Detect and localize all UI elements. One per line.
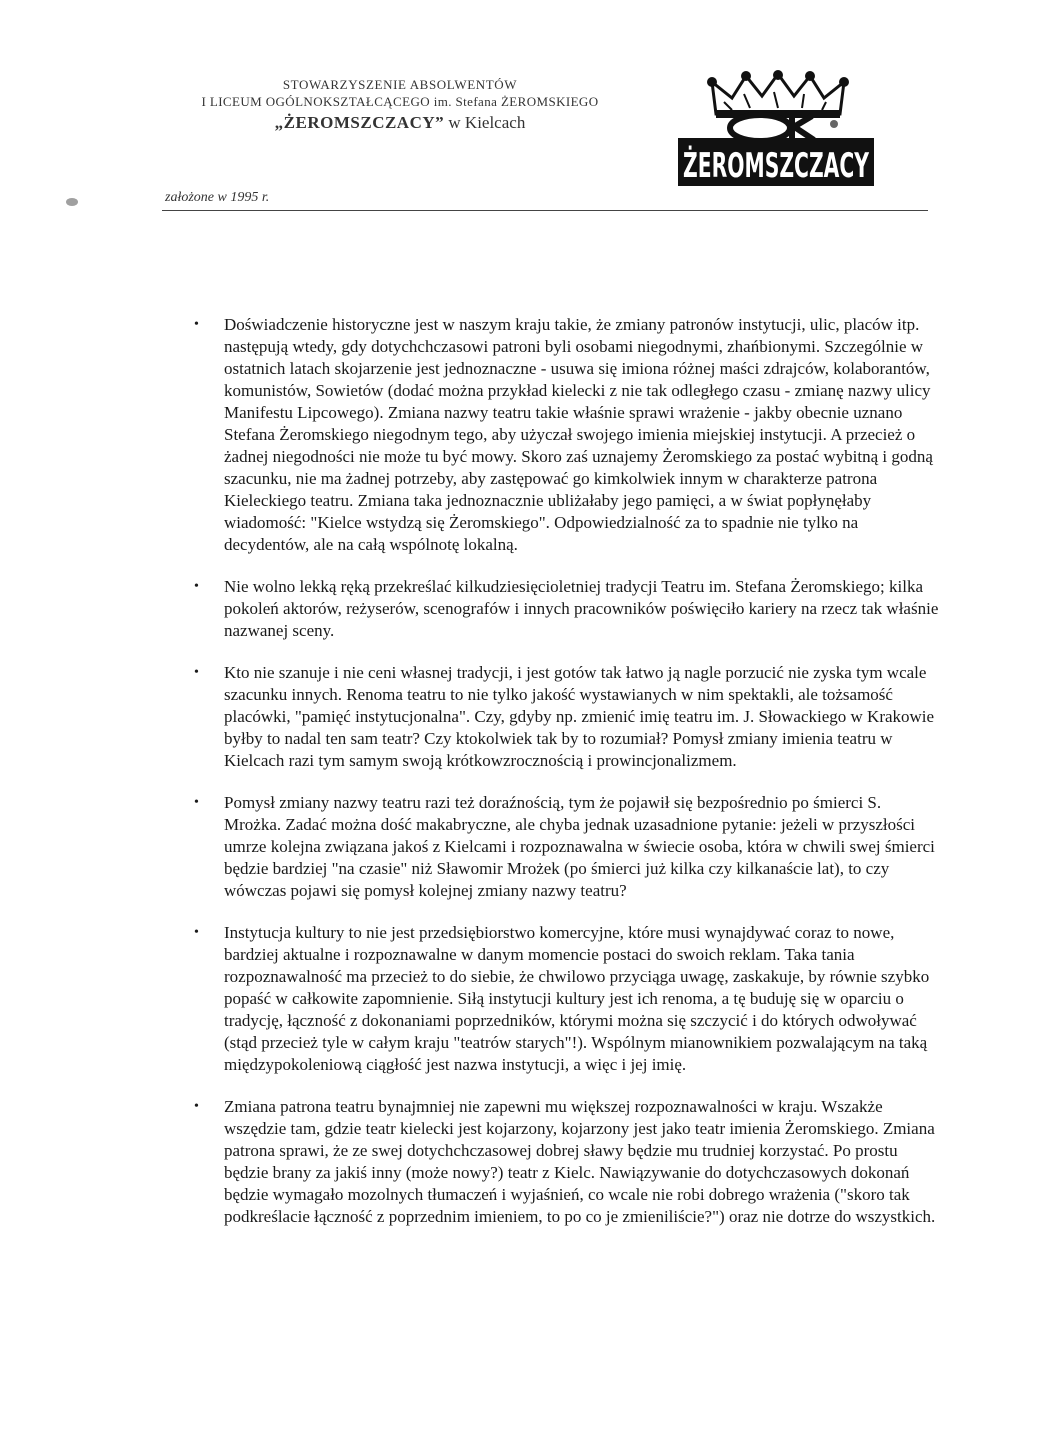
scan-smudge xyxy=(66,198,78,206)
school-name: I LICEUM OGÓLNOKSZTAŁCĄCEGO im. Stefana ŻEROMSKIEGO xyxy=(201,94,599,109)
paragraph-text: Pomysł zmiany nazwy teatru razi też doraźnością, tym że pojawił się bezpośrednio po śmierci S. Mrożka. Zadać można dość makabryczne, ale chyba jednak uzasadnione pytanie: jeżeli w przyszłości umrze kolejna związana jakoś z Kielcami i rozpoznawalna w świecie osoba, która w chwili swej śmierci będzie bardziej "na czasie" niż Sławomir Mrożek (po śmierci już kilka czy kilkanaście lat), to czy wówczas pojawi się pomysł kolejnej zmiany nazwy teatru? xyxy=(224,793,935,900)
paragraph-text: Nie wolno lekką ręką przekreślać kilkudziesięcioletniej tradycji Teatru im. Stefana Żeromskiego; kilka pokoleń aktorów, reżyserów, scenografów i innych pracowników poświęciło kariery na rzecz tak właśnie nazwanej sceny. xyxy=(224,577,939,640)
bullet-icon: • xyxy=(194,1099,199,1114)
logo-text: ŻEROMSZCZACY xyxy=(683,146,995,186)
header-divider xyxy=(162,210,928,211)
bullet-icon: • xyxy=(194,925,199,940)
org-title-line xyxy=(140,112,660,134)
zeromszczacy-logo xyxy=(674,72,995,190)
association-name: STOWARZYSZENIE ABSOLWENTÓW xyxy=(282,77,518,92)
letterhead xyxy=(140,76,660,134)
bullet-icon: • xyxy=(194,317,199,332)
org-location: w Kielcach xyxy=(444,113,526,132)
list-item xyxy=(190,1096,940,1228)
list-item xyxy=(190,792,940,902)
list-item xyxy=(190,576,940,642)
list-item xyxy=(190,314,940,556)
bullet-list xyxy=(190,314,940,1248)
crown-icon xyxy=(707,70,849,118)
list-item xyxy=(190,662,940,772)
monogram-icon xyxy=(730,115,838,141)
paragraph-text: Kto nie szanuje i nie ceni własnej tradycji, i jest gotów tak łatwo ją nagle porzucić nie zyska tym wcale szacunku innych. Renoma teatru to nie tylko jakość wystawianych w nim spektakli, ale tożsamość placówki, "pamięć instytucjonalna". Czy, gdyby np. zmienić imię teatru im. J. Słowackiego w Krakowie byłby to nadal ten sam teatr? Czy ktokolwiek tak by to rozumiał? Pomysł zmiany imienia teatru w Kielcach razi tym samym swoją krótkowzrocznością i prowincjonalizmem. xyxy=(224,663,935,770)
founded-note: założone w 1995 r. xyxy=(165,190,270,205)
bullet-icon: • xyxy=(194,579,199,594)
bullet-icon: • xyxy=(194,795,199,810)
paragraph-text: Doświadczenie historyczne jest w naszym kraju takie, że zmiany patronów instytucji, ulic, placów itp. następują wtedy, gdy dotychchczasowi patroni byli osobami niegodnymi, zhańbionymi. Szczególnie w ostatnich latach skojarzenie jest jednoznaczne - usuwa się imiona różnej maści zdrajców, kolaborantów, komunistów, Sowietów (dodać można przykład kielecki z nie tak odległego czasu - zmianę nazwy ulicy Manifestu Lipcowego). Zmiana nazwy teatru takie właśnie sprawi wrażenie - jakby obecnie uznano Stefana Żeromskiego niegodnym tego, aby użyczał swojego imienia miejskiej instytucji. A przecież o żadnej niegodności nie może tu być mowy. Skoro zaś uznajemy Żeromskiego za postać wybitną i godną szacunku, nie ma żadnej potrzeby, aby zastępować go kimkolwiek innym w charakterze patrona Kieleckiego teatru. Zmiana taka jednoznacznie ubliżałaby jego pamięci, a w świat popłynęłaby wiadomość: "Kielce wstydzą się Żeromskiego". Odpowiedzialność za to spadnie nie tylko na decydentów, ale na całą wspólnotę lokalną. xyxy=(224,315,933,554)
paragraph-text: Instytucja kultury to nie jest przedsiębiorstwo komercyjne, które musi wynajdywać coraz to nowe, bardziej aktualne i rozpoznawalne w danym momencie postaci do swoich reklam. Taka tania rozpoznawalność ma przecież to do siebie, że chwilowo przyciąga uwagę, zaskakuje, by równie szybko popaść w całkowite zapomnienie. Siłą instytucji kultury jest ich renoma, a tę buduję się w oparciu o tradycję, łączność z dokonaniami poprzedników, którymi można się szczycić i do których odwoływać (stąd przecież tyle w całym kraju "teatrów starych"!). Wspólnym mianownikiem pozwalającym na taką międzypokoleniową ciągłość jest nazwa instytucji, a więc i jej imię. xyxy=(224,923,930,1074)
org-name: „ŻEROMSZCZACY” xyxy=(274,113,445,132)
paragraph-text: Zmiana patrona teatru bynajmniej nie zapewni mu większej rozpoznawalności w kraju. Wszakże wszędzie tam, gdzie teatr kielecki jest kojarzony, kojarzony jest jako teatr imienia Żeromskiego. Zmiana patrona sprawi, że ze swej dotychchczasowej dobrej sławy będzie mu trudniej korzystać. Po prostu będzie brany za jakiś inny (może nowy?) teatr z Kielc. Nawiązywanie do dotychczasowych dokonań będzie wymagało mozolnych tłumaczeń i wyjaśnień, co wcale nie robi dobrego wrażenia ("skoro tak podkreślacie łączność z poprzednim imieniem, to po co je zmieniliście?") oraz nie dotrze do wszystkich. xyxy=(224,1097,936,1226)
bullet-icon: • xyxy=(194,665,199,680)
list-item xyxy=(190,922,940,1076)
